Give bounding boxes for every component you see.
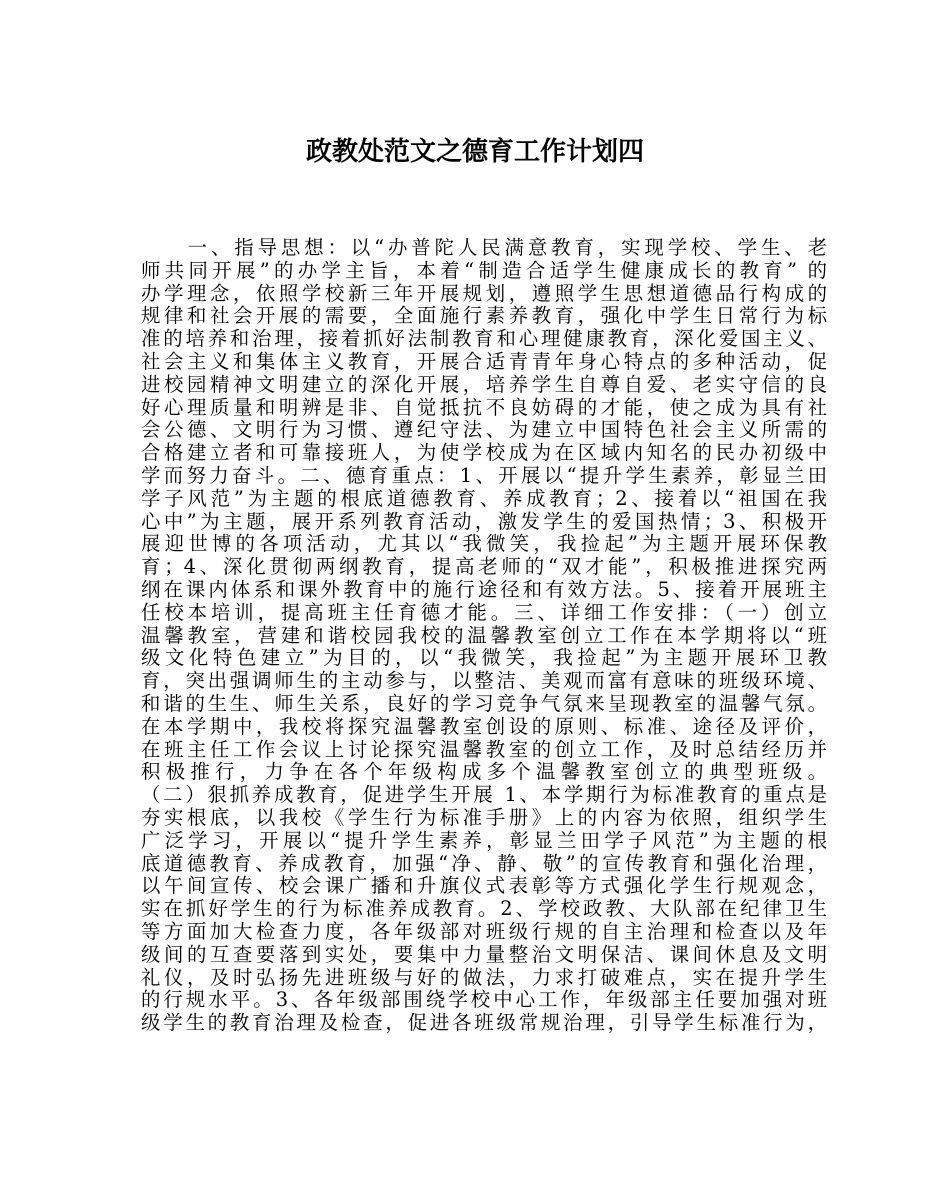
body-line: 社会主义和集体主义教育，开展合适青青年身心特点的多种活动，促 <box>141 350 827 373</box>
body-line: 任校本培训，提高班主任育德才能。三、详细工作安排：（一）创立 <box>141 601 827 624</box>
body-line: 规律和社会开展的需要，全面施行素养教育，强化中学生日常行为标 <box>141 305 827 328</box>
body-line: 学子风范”为主题的根底道德教育、养成教育；2、接着以“祖国在我 <box>141 487 827 510</box>
body-line: 进校园精神文明建立的深化开展，培养学生自尊自爱、老实守信的良 <box>141 373 827 396</box>
body-line: 以午间宣传、校会课广播和升旗仪式表彰等方式强化学生行规观念， <box>141 875 827 898</box>
body-line: 好心理质量和明辨是非、自觉抵抗不良妨碍的才能，使之成为具有社 <box>141 396 827 419</box>
document-body <box>141 237 827 1035</box>
body-line: 育；4、深化贯彻两纲教育，提高老师的“双才能”，积极推进探究两 <box>141 556 827 579</box>
body-line: 准的培养和治理，接着抓好法制教育和心理健康教育，深化爱国主义、 <box>141 328 827 351</box>
body-line: 一、指导思想：以“办普陀人民满意教育，实现学校、学生、老 <box>141 237 827 259</box>
body-line: 师共同开展”的办学主旨，本着“制造合适学生健康成长的教育” 的 <box>141 259 827 282</box>
body-line: 心中”为主题，展开系列教育活动，激发学生的爱国热情；3、积极开 <box>141 510 827 533</box>
body-line: 和谐的生生、师生关系，良好的学习竞争气氛来呈现教室的温馨气氛。 <box>141 692 827 715</box>
body-line: 会公德、文明行为习惯、遵纪守法、为建立中国特色社会主义所需的 <box>141 419 827 442</box>
body-line: 纲在课内体系和课外教育中的施行途径和有效方法。5、接着开展班主 <box>141 578 827 601</box>
body-line: 级间的互查要落到实处，要集中力量整治文明保洁、课间休息及文明 <box>141 943 827 966</box>
body-line: 实在抓好学生的行为标准养成教育。2、学校政教、大队部在纪律卫生 <box>141 898 827 921</box>
body-line: 级学生的教育治理及检查，促进各班级常规治理，引导学生标准行为， <box>141 1012 827 1035</box>
body-line: 底道德教育、养成教育，加强“净、静、敬”的宣传教育和强化治理， <box>141 852 827 875</box>
body-line: （二）狠抓养成教育，促进学生开展 1、本学期行为标准教育的重点是 <box>141 784 827 807</box>
body-line: 级文化特色建立”为目的，以“我微笑，我捡起”为主题开展环卫教 <box>141 647 827 670</box>
body-line: 等方面加大检查力度，各年级部对班级行规的自主治理和检查以及年 <box>141 920 827 943</box>
body-line: 积极推行，力争在各个年级构成多个温馨教室创立的典型班级。 <box>141 761 827 784</box>
body-line: 合格建立者和可靠接班人，为使学校成为在区域内知名的民办初级中 <box>141 442 827 465</box>
body-line: 在班主任工作会议上讨论探究温馨教室的创立工作，及时总结经历并 <box>141 738 827 761</box>
body-line: 在本学期中，我校将探究温馨教室创设的原则、标准、途径及评价， <box>141 715 827 738</box>
document-title: 政教处范文之德育工作计划四 <box>305 137 644 167</box>
body-line: 夯实根底，以我校《学生行为标准手册》上的内容为依照，组织学生 <box>141 806 827 829</box>
body-line: 的行规水平。3、各年级部围绕学校中心工作，年级部主任要加强对班 <box>141 989 827 1012</box>
body-line: 育，突出强调师生的主动参与，以整洁、美观而富有意味的班级环境、 <box>141 670 827 693</box>
body-line: 广泛学习，开展以“提升学生素养，彰显兰田学子风范”为主题的根 <box>141 829 827 852</box>
body-line: 展迎世博的各项活动，尤其以“我微笑，我捡起”为主题开展环保教 <box>141 533 827 556</box>
body-line: 礼仪，及时弘扬先进班级与好的做法，力求打破难点，实在提升学生 <box>141 966 827 989</box>
body-line: 温馨教室，营建和谐校园我校的温馨教室创立工作在本学期将以“班 <box>141 624 827 647</box>
body-line: 学而努力奋斗。二、德育重点：1、开展以“提升学生素养，彰显兰田 <box>141 464 827 487</box>
body-line: 办学理念，依照学校新三年开展规划，遵照学生思想道德品行构成的 <box>141 282 827 305</box>
